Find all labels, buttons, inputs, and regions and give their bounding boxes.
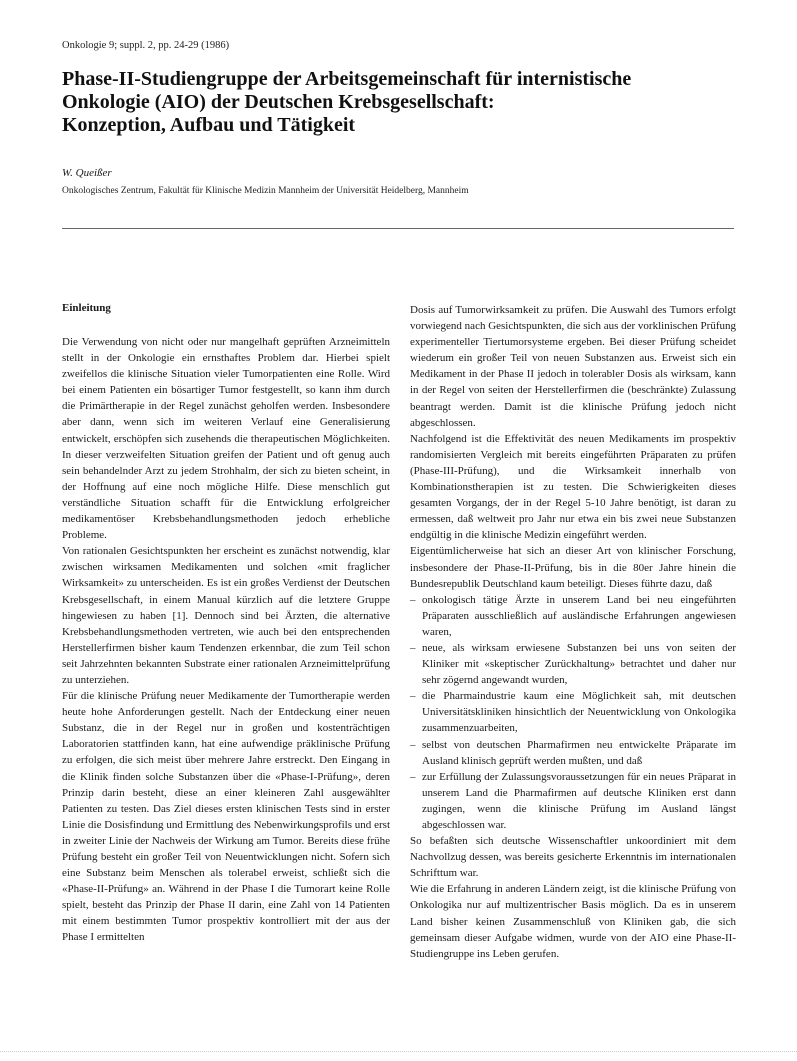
list-item: – selbst von deutschen Pharmafirmen neu entwickelte Präparate im Ausland klinisch geprüft werden mußten, und daß: [410, 737, 736, 769]
header-divider: [62, 228, 734, 229]
body-paragraph: Wie die Erfahrung in anderen Ländern zeigt, ist die klinische Prüfung von Onkologika nur auf multizentrischer Basis möglich. Da es in unserem Land bisher keinen Zusammenschluß von Kliniken gab, die sich gemeinsam dieser Aufgabe widmen, wurde von der AIO eine Phase-II-Studiengruppe ins Leben gerufen.: [410, 883, 736, 960]
journal-reference: Onkologie 9; suppl. 2, pp. 24-29 (1986): [62, 40, 230, 51]
list-item: – onkologisch tätige Ärzte in unserem Land bei neu eingeführten Präparaten ausschließlich auf ausländische Erfahrungen angewiesen waren,: [410, 592, 736, 640]
title-line-1: Phase-II-Studiengruppe der Arbeitsgemeinschaft für internistische: [62, 68, 632, 90]
body-paragraph: So befaßten sich deutsche Wissenschaftler unkoordiniert mit dem Nachvollzug dessen, was bereits gesicherte Erkenntnis im internationalen Schrifttum war.: [410, 835, 736, 880]
list-item: – neue, als wirksam erwiesene Substanzen bei uns von seiten der Kliniker mit «skeptischer Zurückhaltung» betrachtet und daher nur sehr zögernd angewandt wurden,: [410, 640, 736, 688]
author-affiliation: Onkologisches Zentrum, Fakultät für Klinische Medizin Mannheim der Universität Heidelberg, Mannheim: [62, 186, 469, 196]
list-item: – die Pharmaindustrie kaum eine Möglichkeit sah, mit deutschen Universitätskliniken hinsichtlich der Neuentwicklung von Onkologika zusammenzuarbeiten,: [410, 688, 736, 736]
title-line-3: Konzeption, Aufbau und Tätigkeit: [62, 114, 356, 136]
section-heading-einleitung: Einleitung: [62, 302, 111, 314]
body-paragraph: Für die klinische Prüfung neuer Medikamente der Tumortherapie werden heute hohe Anforderungen gestellt. Nach der Entdeckung einer neuen Substanz, die in der Regel nur in großen und kostenträchtigen Laboratorien stattfinden kann, hat eine aufwendige präklinische Prüfung zu erfolgen, die sich meist über mehrere Jahre erstreckt. Den Eingang in die Klinik finden solche Substanzen über die «Phase-I-Prüfung», deren Prinzip darin besteht, diese an einer kleineren Zahl ausgewählter Patienten zu testen. Das Ziel dieses ersten klinischen Tests sind in erster Linie die Dosisfindung und Ermittlung des Nebenwirkungsprofils und erst in zweiter Linie der Nachweis der Wirkung am Tumor. Bereits diese frühe Prüfung besteht ein großer Teil von Neuentwicklungen nicht. Sofern sich eine Substanz beim Menschen als tolerabel erweist, schließt sich die «Phase-II-Prüfung» an. Während in der Phase I die Tumorart keine Rolle spielt, besteht das Prinzip der Phase II darin, eine Zahl von 14 Patienten mit einem bestimmten Tumor prospektiv kontrolliert mit der aus der Phase I ermittelten: [62, 690, 390, 944]
right-column: [410, 302, 736, 962]
page-bottom-edge: [0, 1051, 797, 1052]
body-paragraph: Die Verwendung von nicht oder nur mangelhaft geprüften Arzneimitteln stellt in der Onkologie ein ernsthaftes Problem dar. Hierbei spielt zweifellos die klinische Situation vieler Tumorpatienten eine Rolle. Wird bei einem Patienten ein bösartiger Tumor festgestellt, so kann ihm durch die Primärtherapie in der Regel zunächst geholfen werden. Insbesondere aber dann, wenn sich im weiteren Verlauf eine Generalisierung entwickelt, erschöpfen sich zusehends die therapeutischen Möglichkeiten. In dieser verzweifelten Situation greifen der Patient und oft genug auch sein behandelnder Arzt zu jedem Strohhalm, der sich zu bieten scheint, in der Hoffnung auf eine noch mögliche Hilfe. Diese menschlich gut verständliche Situation schafft für die Entwicklung erfolgreicher medikamentöser Krebsbehandlungsmethoden jedoch erhebliche Probleme.: [62, 336, 390, 542]
author-name: W. Queißer: [62, 167, 112, 179]
body-paragraph: Von rationalen Gesichtspunkten her erscheint es zunächst notwendig, klar zwischen wirksamen Medikamenten und solchen «mit fraglicher Wirksamkeit» zu unterscheiden. Es ist ein großes Verdienst der Deutschen Krebsgesellschaft, in einem Manual kürzlich auf die letztere Gruppe hingewiesen zu haben [1]. Dennoch sind bei Ärzten, die alternative Krebsbehandlungsmethoden vertreten, wie auch bei den entsprechenden Herstellerfirmen bisher kaum Tendenzen erkennbar, die zum Teil schon seit Jahrzehnten bekannten Substrate einer rationalen Arzneimittelprüfung zu unterziehen.: [62, 545, 390, 686]
article-title: [62, 68, 752, 137]
list-item: – zur Erfüllung der Zulassungsvoraussetzungen für ein neues Präparat in unserem Land die Pharmafirmen auf deutsche Kliniken erst dann zugingen, wenn die klinische Prüfung im Ausland längst abgeschlossen war.: [410, 769, 736, 833]
consequence-list: [410, 592, 736, 833]
body-paragraph: Dosis auf Tumorwirksamkeit zu prüfen. Die Auswahl des Tumors erfolgt vorwiegend nach Gesichtspunkten, die sich aus der vorklinischen Prüfung experimenteller Tiertumorsysteme ergeben. Bei dieser Prüfung scheidet wiederum ein großer Teil von neuen Substanzen aus. Erweist sich ein Medikament in der Phase II jedoch in tolerabler Dosis als wirksam, kann in der Regel von seiten der Herstellerfirmen die (beschränkte) Zulassung beantragt werden. Damit ist die klinische Prüfung jedoch nicht abgeschlossen.: [410, 304, 736, 429]
body-paragraph: Eigentümlicherweise hat sich an dieser Art von klinischer Forschung, insbesondere der Phase-II-Prüfung, bis in die 80er Jahre hinein die Bundesrepublik Deutschland kaum beteiligt. Dieses führte dazu, daß: [410, 545, 736, 590]
title-line-2: Onkologie (AIO) der Deutschen Krebsgesellschaft:: [62, 91, 495, 113]
left-column: [62, 300, 390, 946]
body-paragraph: Nachfolgend ist die Effektivität des neuen Medikaments im prospektiv randomisierten Vergleich mit bereits eingeführten Präparaten zu prüfen (Phase-III-Prüfung), und die Wirksamkeit innerhalb von Kombinationstherapien ist zu testen. Die Schwierigkeiten dieses gesamten Vorgangs, der in der Regel 5-10 Jahre benötigt, ist daran zu ermessen, daß weltweit pro Jahr nur etwa ein bis zwei neue Substanzen endgültig in die klinische Medizin eingeführt werden.: [410, 432, 736, 542]
